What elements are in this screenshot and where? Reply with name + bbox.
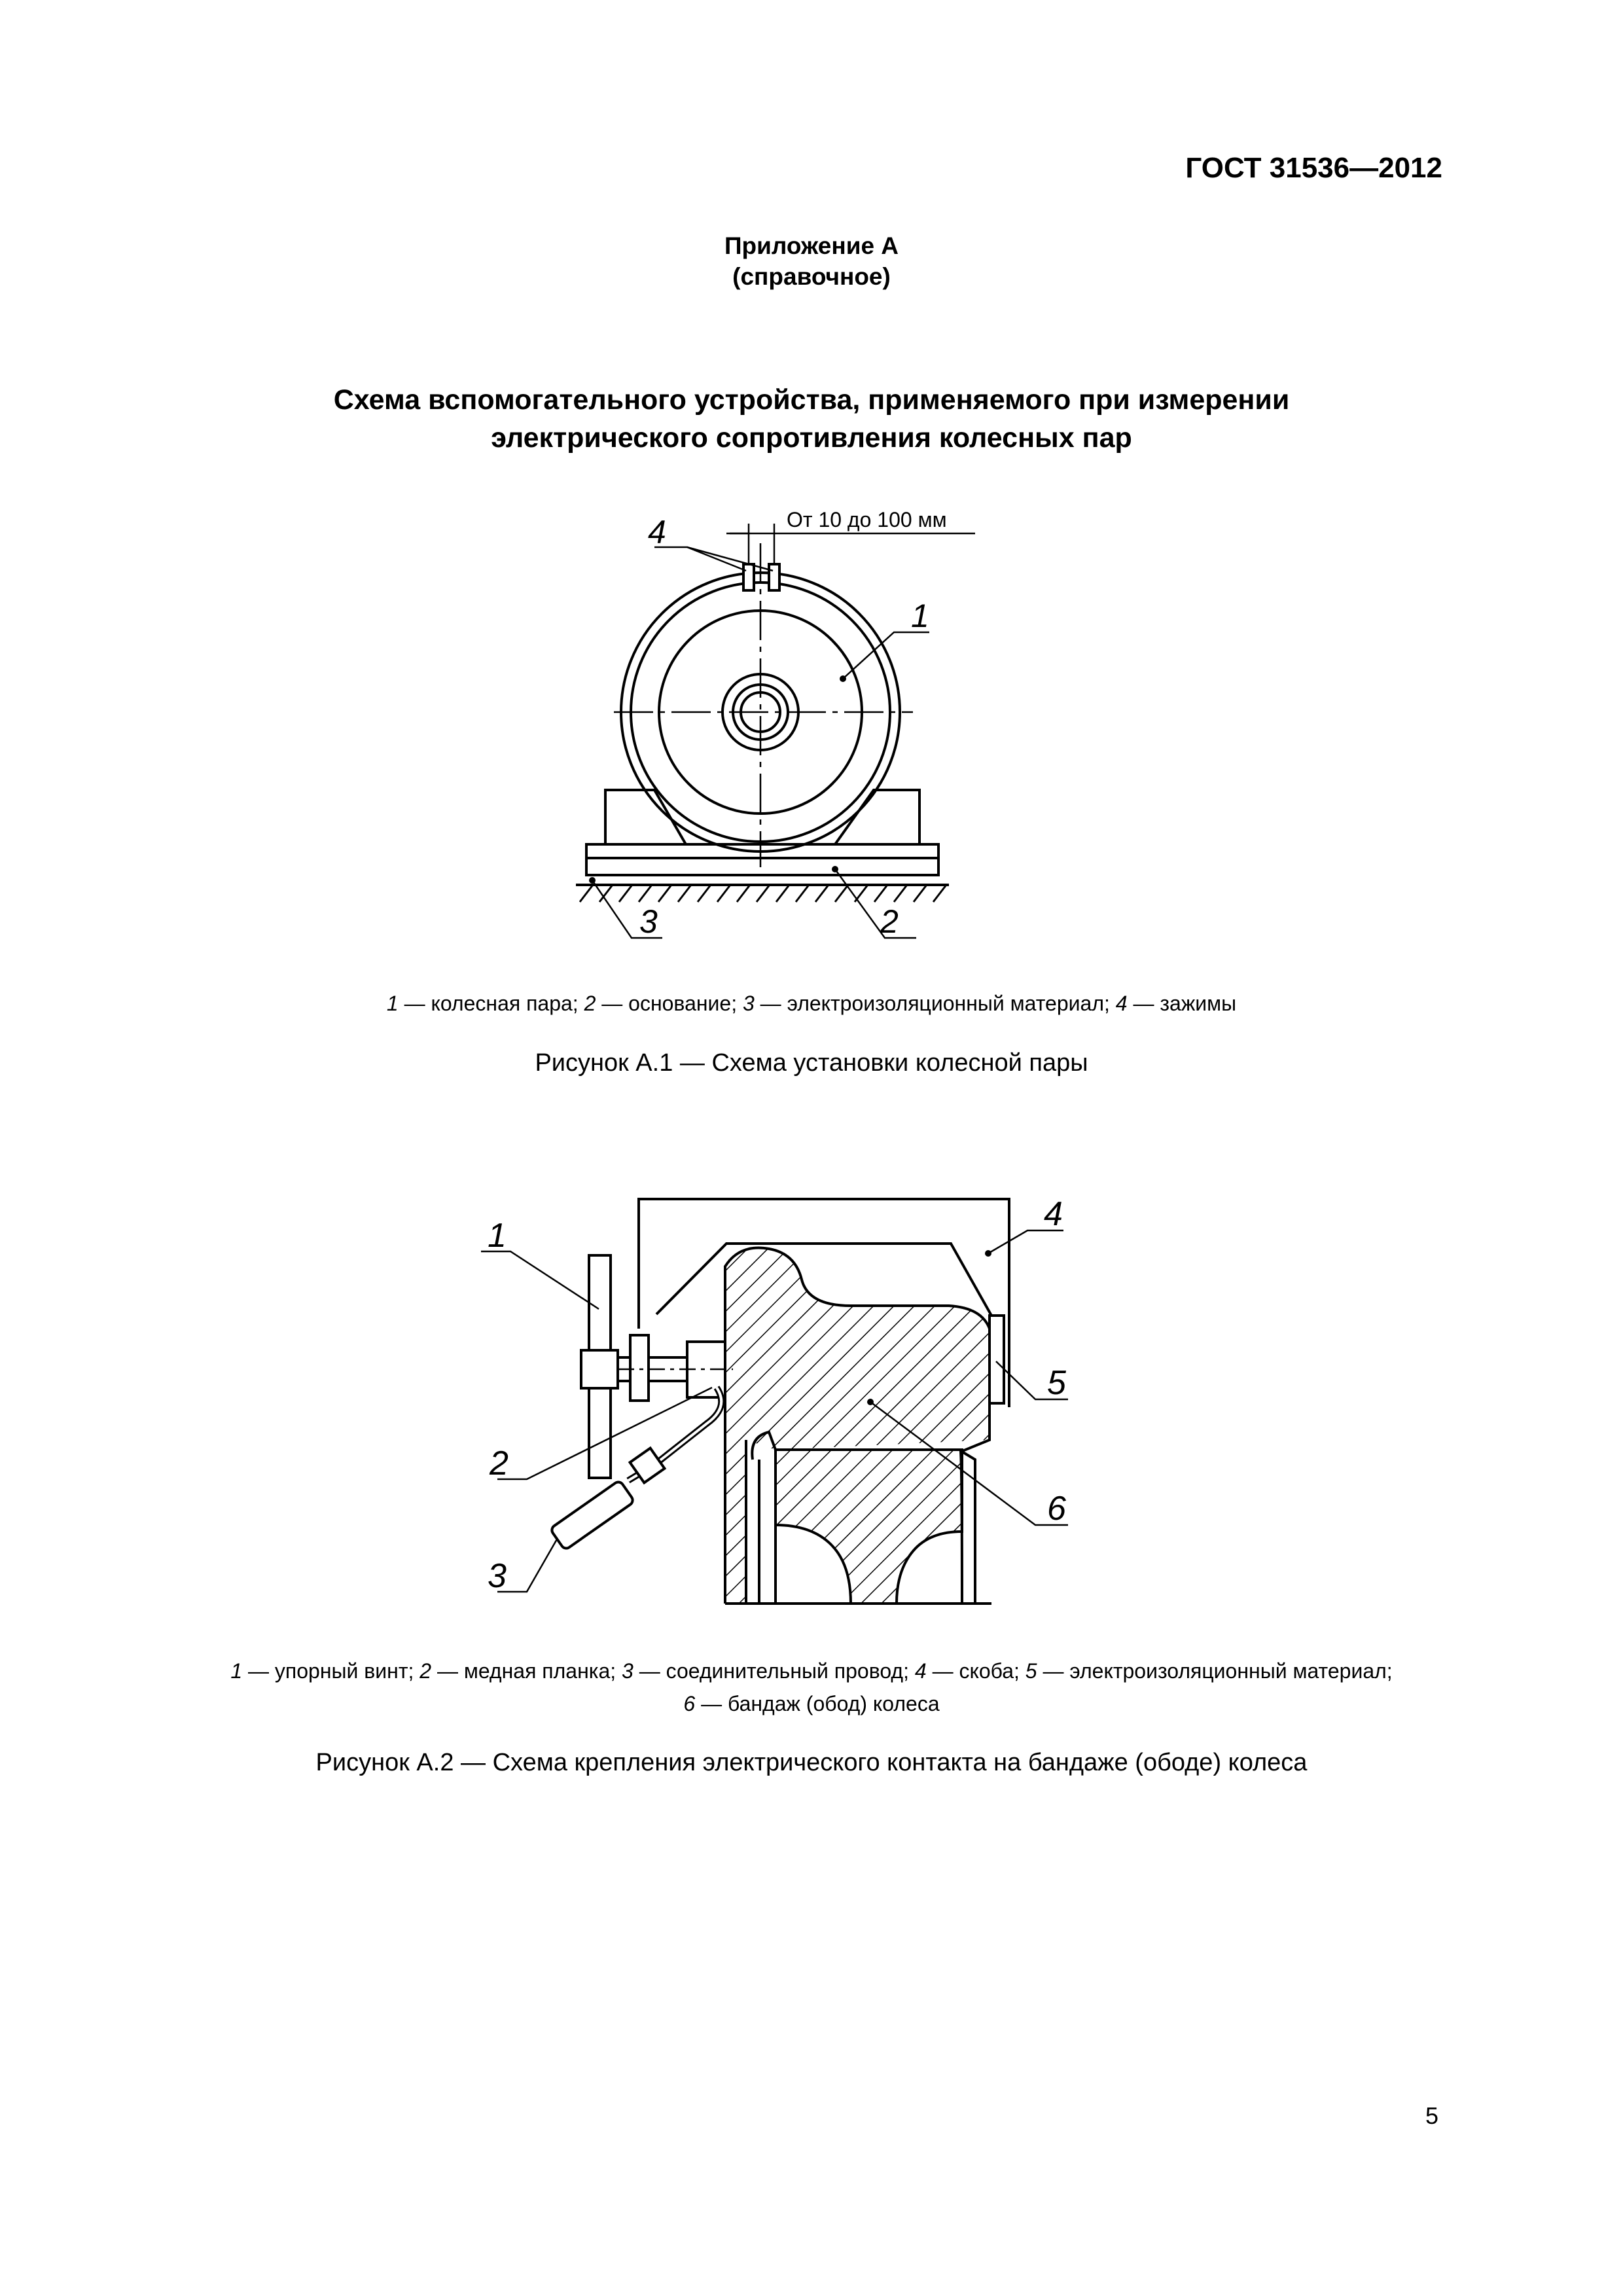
wheel-centre — [776, 1450, 962, 1604]
label-4: 4 — [1044, 1195, 1063, 1233]
legend-text: — скоба; — [926, 1659, 1026, 1683]
stop-screw — [581, 1255, 725, 1478]
legend-text: — бандаж (обод) колеса — [695, 1692, 940, 1715]
label-5: 5 — [1047, 1364, 1066, 1402]
legend-num: 4 — [914, 1659, 927, 1683]
label-2: 2 — [490, 1444, 508, 1482]
dimension-label: От 10 до 100 мм — [787, 508, 947, 531]
section-title-line-1: Схема вспомогательного устройства, применяемого при измерении — [333, 384, 1290, 416]
legend-num: 2 — [584, 992, 596, 1015]
legend-text: — зажимы — [1127, 992, 1237, 1015]
label-1: 1 — [488, 1217, 507, 1255]
page-number: 5 — [1425, 2102, 1438, 2129]
legend-text: — упорный винт; — [242, 1659, 420, 1683]
legend-num: 2 — [419, 1659, 432, 1683]
label-6: 6 — [1047, 1490, 1066, 1528]
legend-text: — электроизоляционный материал; — [754, 992, 1116, 1015]
figure-a2-caption: Рисунок А.2 — Схема крепления электрического контакта на бандаже (ободе) колеса — [315, 1749, 1308, 1776]
label-1: 1 — [911, 598, 929, 634]
legend-text: — медная планка; — [431, 1659, 622, 1683]
legend-num: 3 — [622, 1659, 633, 1683]
legend-num: 6 — [683, 1692, 696, 1715]
legend-num: 5 — [1025, 1659, 1037, 1683]
figure-a1-caption: Рисунок А.1 — Схема установки колесной пары — [535, 1049, 1088, 1077]
standard-number: ГОСТ 31536—2012 — [1185, 152, 1442, 184]
legend-line-2 — [0, 1687, 1623, 1720]
legend-text: — колесная пара; — [398, 992, 584, 1015]
label-2: 2 — [880, 903, 899, 940]
legend-text: — основание; — [596, 992, 743, 1015]
figure-a2-legend — [0, 1655, 1623, 1720]
legend-num: 4 — [1115, 992, 1128, 1015]
label-3: 3 — [639, 903, 658, 940]
legend-num: 3 — [742, 992, 755, 1015]
appendix-type: (справочное) — [732, 263, 891, 290]
section-title-line-2: электрического сопротивления колесных пар — [491, 422, 1132, 454]
appendix-title: Приложение А — [724, 232, 899, 259]
label-4: 4 — [648, 514, 666, 550]
legend-text: — соединительный провод; — [633, 1659, 915, 1683]
label-3: 3 — [488, 1557, 507, 1595]
legend-num: 1 — [386, 992, 399, 1015]
insulation-pad — [990, 1316, 1004, 1403]
legend-text: — электроизоляционный материал; — [1037, 1659, 1393, 1683]
legend-line-1 — [0, 1655, 1623, 1687]
legend-num: 1 — [230, 1659, 243, 1683]
